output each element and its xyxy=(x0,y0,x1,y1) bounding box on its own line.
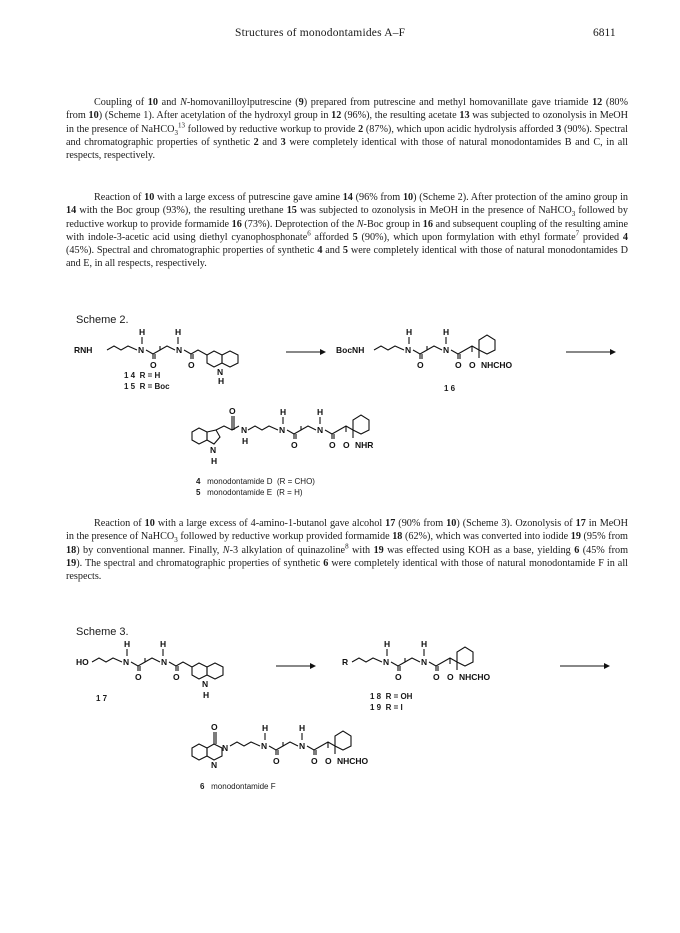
text-run: was subjected to ozonolysis in MeOH in the presence of NaHCO xyxy=(296,205,572,217)
text-run: 10 xyxy=(144,192,155,203)
text-run: (96%), the resulting acetate xyxy=(341,110,460,122)
text-run: ) (Scheme 1). After acetylation of the hydroxyl group in xyxy=(98,110,332,122)
text-run: followed by reductive workup to provide xyxy=(185,123,359,135)
text-run: (90%), which upon formylation with ethyl formate xyxy=(357,231,576,243)
compound-15-label: 1 5 R = Boc xyxy=(124,382,170,391)
text-run: (87%), which upon acidic hydrolysis afforded xyxy=(363,123,557,135)
amide-n-7: N xyxy=(317,425,324,435)
caption-compound-6: 6 monodontamide F xyxy=(200,782,276,791)
indole-nh-2: H xyxy=(211,456,218,466)
scheme-3-label: Scheme 3. xyxy=(76,626,129,638)
carbonyl-o-4: O xyxy=(455,360,462,370)
carbonyl-o-11: O xyxy=(273,756,280,766)
text-run: with a large excess of 4-amino-1-butanol gave alcohol xyxy=(154,518,386,529)
text-run: followed by reductive workup to provide formamide xyxy=(66,205,628,230)
carbonyl-o-6: O xyxy=(329,440,336,450)
bocnh-group: BocNH xyxy=(336,345,365,355)
text-run: ) prepared from putrescine and methyl homovanillate gave triamide xyxy=(303,97,593,108)
carbonyl-o-8: O xyxy=(173,672,180,682)
text-run: 18 xyxy=(392,531,403,543)
amide-n-6: N xyxy=(279,425,286,435)
compound-14-label: 1 4 R = H xyxy=(124,371,161,380)
amide-n-2: N xyxy=(176,345,183,355)
amide-n-1: N xyxy=(138,345,145,355)
text-run: 19 xyxy=(66,557,77,569)
text-run: 6 xyxy=(574,544,580,556)
amide-h-1: H xyxy=(139,327,146,337)
amide-h-10: H xyxy=(384,639,391,649)
quinazoline-n3: N xyxy=(222,743,229,753)
r-group: R xyxy=(342,657,349,667)
text-run: 15 xyxy=(286,205,297,217)
text-run: 8 xyxy=(345,542,349,551)
text-run: ) by conventional manner. Finally, xyxy=(76,544,223,556)
text-run: 16 xyxy=(231,218,242,230)
text-run: 12 xyxy=(331,110,342,122)
running-title: Structures of monodontamides A–F xyxy=(235,27,406,39)
amide-h-2: H xyxy=(175,327,182,337)
scheme2-compound-4-5-structure xyxy=(186,402,426,472)
text-run: afforded xyxy=(310,231,353,243)
ketone-o-4: O xyxy=(325,756,332,766)
text-run: and xyxy=(157,97,181,108)
text-run: ) (Scheme 2). After protection of the amino group in xyxy=(413,192,629,203)
text-run: 19 xyxy=(373,544,384,556)
text-run: 3 xyxy=(174,536,178,545)
text-run: 5 xyxy=(342,245,348,257)
amide-n-5: N xyxy=(241,425,248,435)
text-run: in MeOH in the presence of NaHCO xyxy=(66,518,628,543)
text-run: 2 xyxy=(253,136,259,148)
carbonyl-o-3: O xyxy=(417,360,424,370)
text-run: 6 xyxy=(323,557,329,569)
text-run: -3 alkylation of quinazoline xyxy=(229,544,346,556)
text-run: 17 xyxy=(575,518,586,529)
text-run: 3 xyxy=(556,123,562,135)
text-run: 4 xyxy=(622,231,629,243)
amide-h-6: H xyxy=(280,407,287,417)
quinazoline-n1: N xyxy=(211,760,218,770)
indole-nh: H xyxy=(218,376,225,386)
text-run: (90% from xyxy=(395,518,447,529)
text-run: with the Boc group (93%), the resulting urethane xyxy=(76,205,287,217)
amide-h-7: H xyxy=(317,407,324,417)
text-run: (45% from xyxy=(579,544,628,556)
text-run: 3 xyxy=(174,128,179,137)
caption-compound-4: 4 monodontamide D (R = CHO) xyxy=(196,477,315,486)
amide-h-11: H xyxy=(421,639,428,649)
ho-group: HO xyxy=(76,657,89,667)
carbonyl-o-7: O xyxy=(135,672,142,682)
carbonyl-o-5: O xyxy=(291,440,298,450)
text-run: (73%). Deprotection of the xyxy=(241,218,357,230)
text-run: 3 xyxy=(280,136,286,148)
text-run: and xyxy=(322,245,343,257)
text-run: Coupling of xyxy=(94,97,148,108)
indole-n-3: N xyxy=(202,679,209,689)
text-run: N xyxy=(222,544,230,556)
carbonyl-o-12: O xyxy=(311,756,318,766)
text-run: 5 xyxy=(352,231,358,243)
reaction-arrow xyxy=(276,662,316,670)
text-run: provided xyxy=(579,231,623,243)
amide-n-12: N xyxy=(261,741,268,751)
compound-16-label: 1 6 xyxy=(444,384,456,393)
amide-h-13: H xyxy=(299,723,306,733)
amide-n-4: N xyxy=(443,345,450,355)
reaction-arrow xyxy=(286,348,326,356)
ketone-o-1: O xyxy=(469,360,476,370)
text-run: and subsequent coupling of the resulting amine with indole-3-acetic acid using diethyl cyanophosphonate xyxy=(66,218,629,243)
text-run: N xyxy=(356,218,364,230)
page-number: 6811 xyxy=(593,27,616,39)
text-run: 10 xyxy=(144,518,155,529)
text-run: 16 xyxy=(422,218,433,230)
text-run: were completely identical with those of natural monodontamides B and C, in all respects, respectively. xyxy=(66,136,628,162)
text-run: 10 xyxy=(88,110,99,122)
nhcho-group: NHCHO xyxy=(481,360,513,370)
paragraph-2 xyxy=(66,191,628,271)
nhcho-group-2: NHCHO xyxy=(459,672,491,682)
text-run: 10 xyxy=(402,192,414,203)
text-run: 14 xyxy=(66,205,77,217)
compound-18-label: 1 8 R = OH xyxy=(370,692,413,701)
amide-n-8: N xyxy=(123,657,130,667)
caption-compound-5: 5 monodontamide E (R = H) xyxy=(196,488,303,497)
text-run: Reaction of xyxy=(94,518,145,529)
text-run: 7 xyxy=(575,229,580,238)
text-run: Reaction of xyxy=(94,192,145,203)
scheme-2-label: Scheme 2. xyxy=(76,314,129,326)
text-run: was effected using KOH as a base, yielding xyxy=(383,544,575,556)
scheme3-compound-18-19-structure xyxy=(342,634,542,694)
reaction-arrow xyxy=(560,662,610,670)
scheme2-compound-14-15-structure xyxy=(74,326,274,386)
text-run: 12 xyxy=(592,97,603,108)
amide-n-13: N xyxy=(299,741,306,751)
text-run: with a large excess of putrescine gave amine xyxy=(154,192,343,203)
nhcho-group-3: NHCHO xyxy=(337,756,369,766)
ketone-o-3: O xyxy=(447,672,454,682)
text-run: with xyxy=(348,544,374,556)
amide-h-3: H xyxy=(406,327,413,337)
text-run: 13 xyxy=(459,110,470,122)
text-run: were completely identical with those of natural monodontamides D and E, in all respects, respectively. xyxy=(66,245,628,270)
amide-h-5: H xyxy=(242,436,249,446)
text-run: (95% from xyxy=(580,531,628,543)
amide-n-9: N xyxy=(161,657,168,667)
text-run: ). The spectral and chromatographic properties of synthetic xyxy=(76,557,324,569)
text-run: 13 xyxy=(178,121,186,130)
text-run: 4 xyxy=(317,245,323,257)
amide-n-11: N xyxy=(421,657,428,667)
text-run: 19 xyxy=(570,531,581,543)
indole-nh-3: H xyxy=(203,690,210,700)
text-run: -homovanilloylputrescine ( xyxy=(186,97,299,108)
text-run: and xyxy=(258,136,281,148)
amide-o-indole: O xyxy=(229,406,236,416)
ketone-o-2: O xyxy=(343,440,350,450)
indole-n: N xyxy=(217,367,224,377)
text-run: (90%). Spectral and chromatographic properties of synthetic xyxy=(66,123,628,148)
text-run: (62%), which was converted into iodide xyxy=(402,531,571,543)
amide-n-10: N xyxy=(383,657,390,667)
text-run: 18 xyxy=(66,544,77,556)
text-run: 2 xyxy=(358,123,364,135)
text-run: 3 xyxy=(571,210,576,219)
text-run: 14 xyxy=(342,192,353,203)
text-run: 17 xyxy=(385,518,396,529)
paragraph-1 xyxy=(66,96,628,162)
carbonyl-o-1: O xyxy=(150,360,157,370)
reaction-arrow xyxy=(566,348,616,356)
amide-h-4: H xyxy=(443,327,450,337)
nhr-group: NHR xyxy=(355,440,374,450)
text-run: N xyxy=(180,97,187,108)
carbonyl-o-9: O xyxy=(395,672,402,682)
text-run: followed by reductive workup provided formamide xyxy=(177,531,393,543)
text-run: -Boc group in xyxy=(363,218,423,230)
amide-h-8: H xyxy=(124,639,131,649)
quinazolinone-o: O xyxy=(211,722,218,732)
text-run: (80% from xyxy=(66,97,629,122)
text-run: 10 xyxy=(446,518,457,529)
text-run: 9 xyxy=(298,97,304,108)
compound-19-label: 1 9 R = I xyxy=(370,703,403,712)
text-run: 6 xyxy=(307,229,311,238)
text-run: ) (Scheme 3). Ozonolysis of xyxy=(456,518,576,529)
paragraph-3 xyxy=(66,517,628,583)
rnh-group: RNH xyxy=(74,345,93,355)
indole-n-2: N xyxy=(210,445,217,455)
amide-h-12: H xyxy=(262,723,269,733)
text-run: (45%). Spectral and chromatographic properties of synthetic xyxy=(66,245,318,257)
scheme3-compound-6-structure xyxy=(186,718,416,780)
text-run: (96% from xyxy=(352,192,403,203)
carbonyl-o-10: O xyxy=(433,672,440,682)
text-run: were completely identical with those of natural monodontamide F in all respects. xyxy=(66,557,628,583)
text-run: 10 xyxy=(147,97,158,108)
carbonyl-o-2: O xyxy=(188,360,195,370)
amide-h-9: H xyxy=(160,639,167,649)
amide-n-3: N xyxy=(405,345,412,355)
text-run: was subjected to ozonolysis in MeOH in the presence of NaHCO xyxy=(66,110,628,135)
scheme2-compound-16-structure xyxy=(336,322,536,382)
compound-17-label: 1 7 xyxy=(96,694,108,703)
